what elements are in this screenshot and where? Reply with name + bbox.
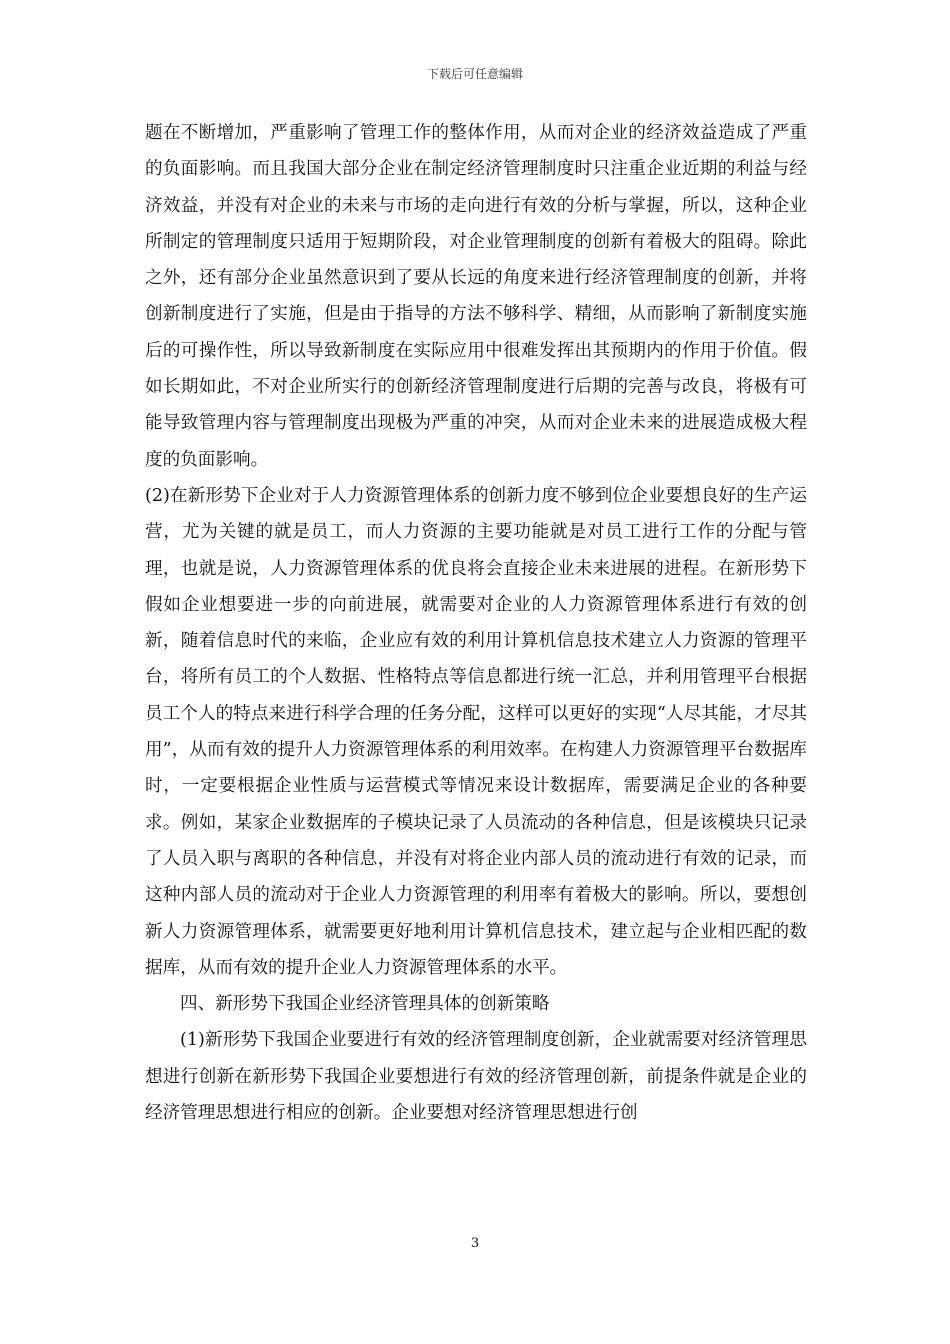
page-number: 3 xyxy=(470,1236,480,1251)
paragraph-strategy-1: (1)新形势下我国企业要进行有效的经济管理制度创新，企业就需要对经济管理思想进行创新在新形势下我国企业要想进行有效的经济管理创新，前提条件就是企业的经济管理思想进行相应的创新。企业要想对经济管理思想进行创 xyxy=(145,1030,807,1124)
body-text xyxy=(145,115,807,1131)
page-header: 下载后可任意编辑 xyxy=(426,67,523,81)
paragraph-hr-system: (2)在新形势下企业对于人力资源管理体系的创新力度不够到位企业要想良好的生产运营，尤为关键的就是员工，而人力资源的主要功能就是对员工进行工作的分配与管理，也就是说，人力资源管理体系的优良将会直接企业未来进展的进程。在新形势下假如企业想要进一步的向前进展，就需要对企业的人力资源管理体系进行有效的创新，随着信息时代的来临，企业应有效的利用计算机信息技术建立人力资源的管理平台，将所有员工的个人数据、性格特点等信息都进行统一汇总，并利用管理平台根据员工个人的特点来进行科学合理的任务分配，这样可以更好的实现“人尽其能，才尽其用”，从而有效的提升人力资源管理体系的利用效率。在构建人力资源管理平台数据库时，一定要根据企业性质与运营模式等情况来设计数据库，需要满足企业的各种要求。例如，某家企业数据库的子模块记录了人员流动的各种信息，但是该模块只记录了人员入职与离职的各种信息，并没有对将企业内部人员的流动进行有效的记录，而这种内部人员的流动对于企业人力资源管理的利用率有着极大的影响。所以，要想创新人力资源管理体系，就需要更好地利用计算机信息技术，建立起与企业相匹配的数据库，从而有效的提升企业人力资源管理体系的水平。 xyxy=(145,485,807,978)
paragraph-continuation: 题在不断增加，严重影响了管理工作的整体作用，从而对企业的经济效益造成了严重的负面影响。而且我国大部分企业在制定经济管理制度时只注重企业近期的利益与经济效益，并没有对企业的未来与市场的走向进行有效的分析与掌握，所以，这种企业所制定的管理制度只适用于短期阶段，对企业管理制度的创新有着极大的阻碍。除此之外，还有部分企业虽然意识到了要从长远的角度来进行经济管理制度的创新，并将创新制度进行了实施，但是由于指导的方法不够科学、精细，从而影响了新制度实施后的可操作性，所以导致新制度在实际应用中很难发挥出其预期内的作用于价值。假如长期如此，不对企业所实行的创新经济管理制度进行后期的完善与改良，将极有可能导致管理内容与管理制度出现极为严重的冲突，从而对企业未来的进展造成极大程度的负面影响。 xyxy=(145,123,807,470)
section-heading: 四、新形势下我国企业经济管理具体的创新策略 xyxy=(180,994,550,1015)
